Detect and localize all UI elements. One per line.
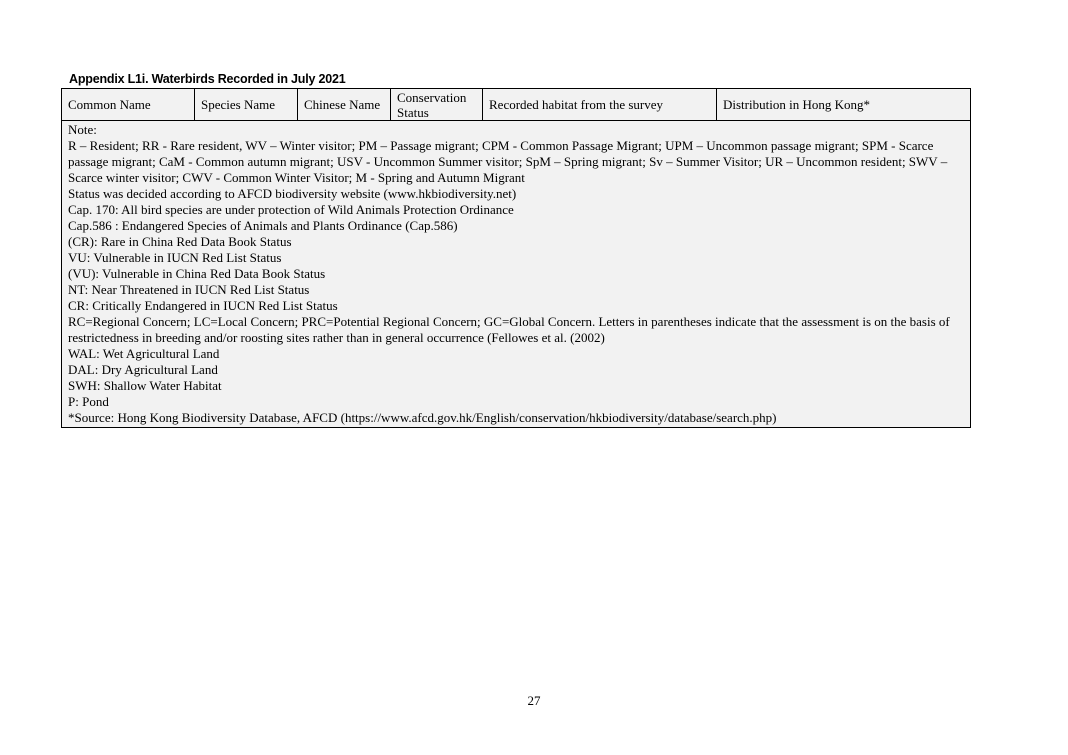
note-cap-586: Cap.586 : Endangered Species of Animals and Plants Ordinance (Cap.586) [68,218,458,233]
note-status-source: Status was decided according to AFCD biodiversity website (www.hkbiodiversity.net) [68,186,517,201]
notes-row [62,121,971,428]
note-source: *Source: Hong Kong Biodiversity Database, AFCD (https://www.afcd.gov.hk/English/conservation/hkbiodiversity/database/search.php) [68,410,777,425]
page-title: Appendix L1i. Waterbirds Recorded in July 2021 [69,72,346,86]
note-nt-iucn: NT: Near Threatened in IUCN Red List Status [68,282,310,297]
note-swh: SWH: Shallow Water Habitat [68,378,222,393]
note-vu-iucn: VU: Vulnerable in IUCN Red List Status [68,250,282,265]
header-recorded-habitat: Recorded habitat from the survey [483,89,717,121]
note-cr-iucn: CR: Critically Endangered in IUCN Red List Status [68,298,338,313]
note-cap-170: Cap. 170: All bird species are under protection of Wild Animals Protection Ordinance [68,202,514,217]
note-heading: Note: [68,122,97,137]
notes-cell [62,121,971,428]
header-distribution: Distribution in Hong Kong* [717,89,971,121]
note-pond: P: Pond [68,394,109,409]
note-dal: DAL: Dry Agricultural Land [68,362,218,377]
header-common-name: Common Name [62,89,195,121]
note-status-codes: R – Resident; RR - Rare resident, WV – Winter visitor; PM – Passage migrant; CPM - Common Passage Migrant; UPM – Uncommon passage migrant; SPM - Scarce passage migrant; CaM - Common autumn migrant; USV - Uncommon Summer visitor; SpM – Spring migrant; Sv – Summer Visitor; UR – Uncommon resident; SWV – Scarce winter visitor; CWV - Common Winter Visitor; M - Spring and Autumn Migrant [68,138,948,185]
header-chinese-name: Chinese Name [298,89,391,121]
note-concern-codes: RC=Regional Concern; LC=Local Concern; PRC=Potential Regional Concern; GC=Global Concern. Letters in parentheses indicate that the assessment is on the basis of restrictedness in breeding and/or roosting sites rather than in general occurrence (Fellowes et al. (2002) [68,314,950,345]
note-cr-china: (CR): Rare in China Red Data Book Status [68,234,292,249]
waterbirds-table [61,88,971,428]
page-number: 27 [527,693,541,708]
header-conservation-status: Conservation Status [391,89,483,121]
header-species-name: Species Name [195,89,298,121]
note-vu-china: (VU): Vulnerable in China Red Data Book Status [68,266,326,281]
note-wal: WAL: Wet Agricultural Land [68,346,220,361]
table-header-row [62,89,971,121]
